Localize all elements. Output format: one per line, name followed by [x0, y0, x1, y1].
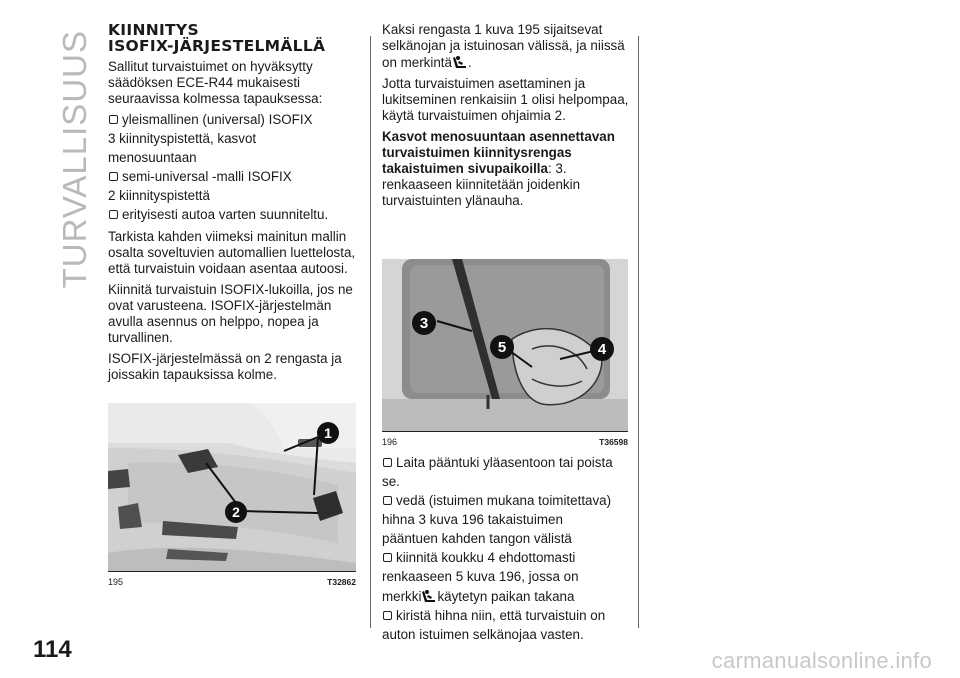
figure-number: 195 — [108, 577, 124, 587]
figure-bottom-rule — [382, 431, 628, 432]
third-ring-rest: : 3. renkaaseen kiinnitetään joidenkin turvaistuinten ylänauha. — [382, 161, 581, 208]
bullet-semi-universal: semi-universal -malli ISOFIX — [108, 169, 358, 185]
text-line: menosuuntaan — [108, 150, 197, 165]
column-1 — [108, 22, 358, 388]
rings-text: Kaksi rengasta 1 kuva 195 sijaitsevat selkänojan ja istuinosan välissä, ja niissä on merkintä — [382, 22, 625, 70]
mark-text-end: käytetyn paikan takana — [437, 589, 575, 604]
mark-text: merkki — [382, 589, 422, 604]
column-2 — [382, 22, 630, 214]
paragraph-isofix-locks: Kiinnitä turvaistuin ISOFIX-lukoilla, jos ne ovat varusteena. ISOFIX-järjestelmän avulla asennus on helppo, nopea ja turvallinen. — [108, 282, 353, 345]
text-line: renkaaseen 5 kuva 196, jossa on — [382, 569, 579, 584]
section-heading — [108, 22, 358, 54]
rings-text-end: . — [467, 55, 472, 70]
text-line: 2 kiinnityspistettä — [108, 188, 210, 203]
intro-paragraph: Sallitut turvaistuimet on hyväksytty säädöksen ECE-R44 mukaisesti seuraavissa kolmessa tapauksessa: — [108, 59, 323, 106]
column-divider-1 — [370, 36, 371, 628]
child-seat-icon — [421, 588, 437, 604]
step-headrest: Laita pääntuki yläasentoon tai poista — [382, 455, 630, 471]
callout-3: 3 — [419, 315, 429, 332]
bullet-universal: yleismallinen (universal) ISOFIX — [108, 112, 358, 128]
text-line: se. — [382, 474, 400, 489]
page-number: 114 — [33, 636, 72, 663]
paragraph-guides: Jotta turvaistuimen asettaminen ja lukitseminen renkaisiin 1 olisi helpompaa, käytä turvaistuimen ohjaimia 2. — [382, 76, 629, 123]
step-tighten: kiristä hihna niin, että turvaistuin on — [382, 608, 630, 624]
figure-code: T36598 — [599, 437, 628, 447]
bullet-specific: erityisesti autoa varten suunniteltu. — [108, 207, 358, 223]
step-hook: kiinnitä koukku 4 ehdottomasti — [382, 550, 630, 566]
section-side-label: TURVALLISUUS — [56, 30, 93, 289]
column-2-steps — [382, 455, 630, 646]
text-line: auton istuimen selkänojaa vasten. — [382, 627, 584, 642]
figure-195 — [108, 403, 356, 591]
paragraph-rings-location — [382, 22, 630, 71]
child-seat-icon — [452, 54, 468, 70]
callout-2: 2 — [232, 504, 240, 520]
callout-5: 5 — [497, 339, 507, 356]
text-line: hihna 3 kuva 196 takaistuimen — [382, 512, 563, 527]
paragraph-check: Tarkista kahden viimeksi mainitun mallin osalta soveltuvien automallien luettelosta, että turvaistuin voidaan asentaa autoosi. — [108, 229, 356, 276]
column-divider-2 — [638, 36, 639, 628]
figure-bottom-rule — [108, 571, 356, 572]
heading-line-1: KIINNITYS — [108, 21, 199, 39]
text-line: pääntuen kahden tangon välistä — [382, 531, 572, 546]
third-ring-bold: Kasvot menosuuntaan asennettavan turvaistuimen kiinnitysrengas takaistuimen sivupaikoilla — [382, 129, 615, 176]
figure-number: 196 — [382, 437, 398, 447]
figure-196 — [382, 259, 628, 451]
isofix-seat-illustration — [108, 403, 356, 571]
figure-code: T32862 — [327, 577, 356, 587]
step-strap: vedä (istuimen mukana toimitettava) — [382, 493, 630, 509]
paragraph-third-ring — [382, 129, 630, 209]
text-line — [382, 588, 630, 605]
text-line: 3 kiinnityspistettä, kasvot — [108, 131, 257, 146]
callout-1: 1 — [324, 425, 332, 441]
top-tether-illustration — [382, 259, 628, 431]
heading-line-2: ISOFIX-JÄRJESTELMÄLLÄ — [108, 37, 326, 55]
paragraph-rings: ISOFIX-järjestelmässä on 2 rengasta ja joissakin tapauksissa kolme. — [108, 351, 342, 382]
watermark-footer: carmanualsonline.info — [711, 648, 932, 673]
callout-4: 4 — [597, 341, 607, 358]
